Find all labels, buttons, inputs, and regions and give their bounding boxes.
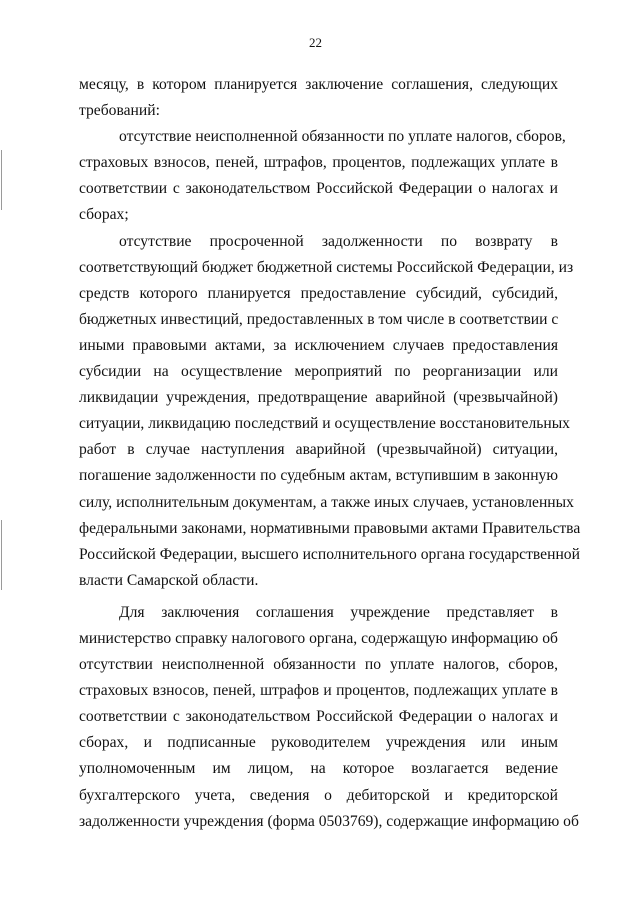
text-line: уполномоченным им лицом, на которое возлагается ведение	[79, 760, 558, 778]
paragraph-2	[79, 124, 566, 228]
text-line: субсидии на осуществление мероприятий по реорганизации или	[79, 363, 558, 381]
text-line: силу, исполнительным документам, а также иных случаев, установленных	[79, 493, 574, 511]
text-line: ликвидации учреждения, предотвращение аварийной (чрезвычайной)	[79, 389, 558, 407]
text-line: отсутствии неисполненной обязанности по уплате налогов, сборов,	[79, 656, 558, 674]
paragraph-1	[79, 72, 558, 124]
text-line: соответствии с законодательством Российской Федерации о налогах и	[79, 708, 558, 726]
text-line: страховых взносов, пеней, штрафов и процентов, подлежащих уплате в	[79, 682, 558, 700]
paragraph-4	[79, 600, 579, 835]
text-line: месяцу, в котором планируется заключение соглашения, следующих	[79, 76, 558, 93]
text-line: Для заключения соглашения учреждение представляет в	[119, 603, 558, 621]
text-line: страховых взносов, пеней, штрафов, процентов, подлежащих уплате в	[79, 154, 558, 172]
scan-edge-mark	[1, 520, 2, 590]
text-line: ситуации, ликвидацию последствий и осуществление восстановительных	[79, 415, 570, 433]
text-line: требований:	[79, 102, 160, 120]
text-line: отсутствие неисполненной обязанности по уплате налогов, сборов,	[119, 128, 566, 146]
text-line: бюджетных инвестиций, предоставленных в том числе в соответствии с	[79, 310, 559, 328]
text-line: министерство справку налогового органа, содержащую информацию об	[79, 629, 558, 647]
text-line: сборах;	[79, 206, 129, 224]
text-line: бухгалтерского учета, сведения о дебиторской и кредиторской	[79, 786, 558, 804]
scan-edge-mark	[1, 150, 2, 210]
page-number: 22	[309, 35, 322, 50]
text-line: задолженности учреждения (форма 0503769), содержащие информацию об	[79, 812, 579, 830]
text-line: федеральными законами, нормативными правовыми актами Правительства	[79, 519, 581, 537]
text-line: средств которого планируется предоставление субсидий, субсидий,	[79, 284, 558, 302]
text-line: иными правовыми актами, за исключением случаев предоставления	[79, 336, 558, 354]
text-line: соответствующий бюджет бюджетной системы Российской Федерации, из	[79, 258, 574, 276]
text-line: Российской Федерации, высшего исполнительного органа государственной	[79, 545, 580, 563]
document-body	[79, 72, 581, 835]
paragraph-3	[79, 229, 581, 594]
text-line: соответствии с законодательством Российской Федерации о налогах и	[79, 180, 558, 198]
text-line: работ в случае наступления аварийной (чрезвычайной) ситуации,	[79, 441, 558, 459]
text-line: отсутствие просроченной задолженности по возврату в	[119, 232, 558, 250]
text-line: сборах, и подписанные руководителем учреждения или иным	[79, 734, 558, 752]
text-line: погашение задолженности по судебным актам, вступившим в законную	[79, 467, 558, 485]
text-line: власти Самарской области.	[79, 571, 259, 589]
